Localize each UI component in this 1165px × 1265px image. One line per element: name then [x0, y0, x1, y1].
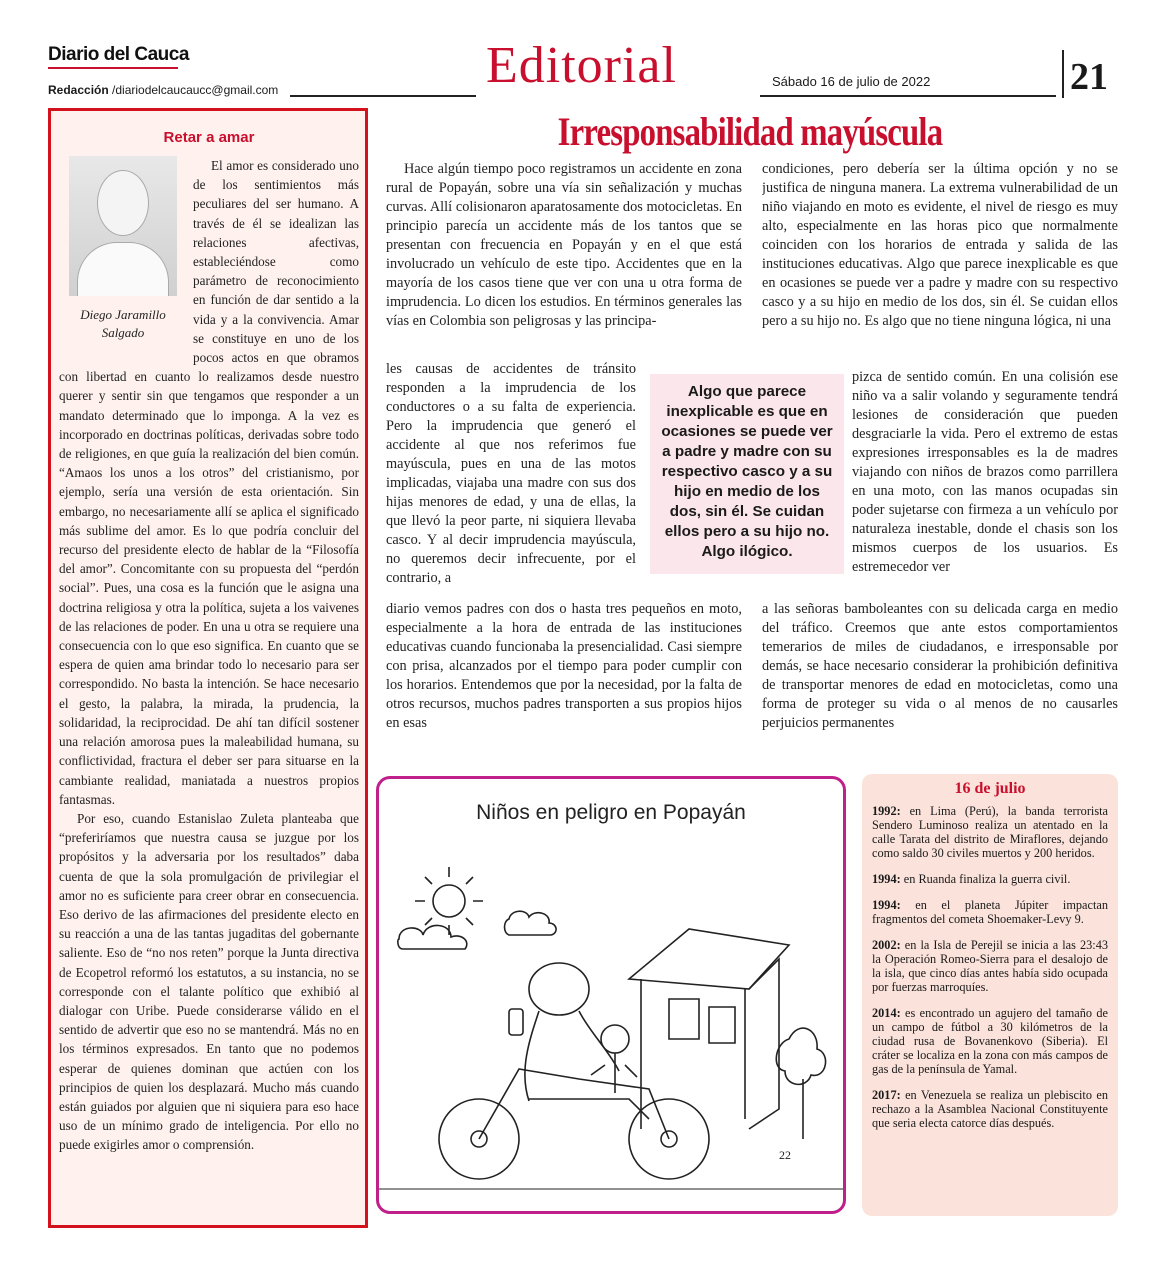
date-line: Sábado 16 de julio de 2022: [772, 74, 931, 89]
masthead: [48, 44, 189, 69]
cartoon-title: Niños en peligro en Popayán: [476, 801, 746, 824]
helmet-icon: [529, 963, 589, 1015]
redaccion-email: /diariodelcaucaucc@gmail.com: [108, 83, 279, 97]
editorial-text-block: les causas de accidentes de tránsito responden a la imprudencia de los conductores o a su falta de experiencia. Pero la imprudencia que generó el accidente al que nos referimos fue mayúscula, pues en una de las motos implicadas, viajaba una madre con sus dos hijas menores de edad, y una de ellas, la que llevó la peor parte, ni siquiera llevaba casco. Y al decir imprudencia mayúscula, no queremos decir infrecuente, por el contrario, a: [386, 361, 636, 586]
ephemeris-year: 1992:: [872, 804, 901, 818]
ephemeris-text: en la Isla de Perejil se inicia a las 23:43 la Operación Romeo-Sierra para el desalojo de la isla, que cinco días antes había sido ocupada por fuerzas marroquíes.: [872, 938, 1108, 994]
page-number: 21: [1070, 56, 1108, 98]
tree-icon: [776, 1028, 825, 1084]
ephemerides-title: 16 de julio: [954, 780, 1026, 797]
editorial-text-block: pizca de sentido común. En una colisión ese niño va a salir volando y seguramente tendrá lesiones de consideración que pueden desgraciarle la vida. Pero el extremo de estas expresiones irresponsables es la de madres viajando con niños de brazos como parrillera en una moto, con las manos ocupadas sin poder sujetarse con firmeza a un vehículo por naturaleza inestable, donde el chasis son los mismos cuerpos de los usuarios. Es estremecedor ver: [852, 369, 1118, 575]
editorial-text-block: condiciones, pero debería ser la última opción y no se justifica de ninguna manera. La extrema vulnerabilidad de un niño viajando en moto es evidente, el nivel de riesgo es muy alto, especialmente en las horas pico que normalmente coinciden con los horarios de entrada y salida de las instituciones educativas. Algo que parece inexplicable es que en ocasiones se puede ver a padre y madre con su respectivo casco y a su hijo en medio de los dos, sin él. Se cuidan ellos pero a su hijo no. Es algo que no tiene ninguna lógica, ni una: [762, 161, 1118, 329]
cartoon-box: [376, 776, 846, 1214]
column-paragraph: El amor es considerado uno de los sentimientos más peculiares del ser humano. A través de él se idealizan las relaciones afectivas, estableciéndose como parámetro de reconocimiento en función de dar sentido a la vida y a la convivencia. Amar se constituye en uno de los pocos actos en que obramos con libertad en cuanto lo realizamos desde nuestro querer y sentir sin que tengamos que responder a un mandato determinado que lo imponga. A la vez es incorporado en doctrinas políticas, derivadas sobre todo de religiones, en que guía la realización del bien común. “Amaos los unos a los otros” del cristianismo, por ejemplo, sería una versión de esta orientación. Sin embargo, no necesariamente allí se aplica el significado más sublime del amor. Es lo que podría concluir del recurso del presidente electo de hablar de la “Filosofía del amor”. Concomitante con su propuesta del “perdón social”. Pues, una cosa es la función que le asigna una doctrina religiosa y otra la política, sujeta a los vaivenes de las relaciones de poder. En una u otra se requiere una consecuencia con lo que eso significa. En cuanto que se espera de quien ama brindar todo lo necesario para ser correspondido. No basta la intención. Se hace necesario el gesto, la palabra, la mirada, la prudencia, la solidaridad, la reciprocidad. De ahí tan difícil sostener una relación amorosa pues la maleabilidad humana, su conflictividad, fractura el deber ser para situarse en la cambiante realidad, maniatada a nuestros propios fantasmas.: [59, 158, 359, 807]
ephemeris-text: en Venezuela se realiza un plebiscito en rechazo a la Asamblea Nacional Constituyente que seria electa catorce días después.: [872, 1088, 1108, 1130]
building-roof: [629, 929, 789, 989]
editorial-paragraph: Hace algún tiempo poco registramos un accidente en zona rural de Popayán, sobre una vía sin señalización y muchas curvas. Allí colisionaron aparatosamente dos motocicletas. En principio parecía un accidente más de los tantos que se presentan con frecuencia en Popayán y en el que está involucrado un vehículo de este tipo. Accidentes que en la mayoría de los casos tiene que ver con una u otra forma de imprudencia. Lo dicen los estudios. En términos generales las vías en Colombia son peligrosas y las principa-: [386, 161, 742, 329]
editorial-text-block: [386, 160, 742, 352]
skull-icon: [601, 1025, 629, 1053]
ephemeris-year: 2014:: [872, 1006, 901, 1020]
pull-quote: Algo que parece inexplicable es que en ocasiones se puede ver a padre y madre con su respectivo casco y a su hijo en medio de los dos, sin él. Se cuidan ellos pero a su hijo no. Algo ilógico.: [650, 374, 844, 574]
cartoon-illustration: [379, 839, 843, 1211]
cloud-icon: [398, 925, 467, 949]
section-title: Editorial: [486, 37, 677, 94]
opinion-column: [48, 108, 368, 1228]
ephemeris-year: 1994:: [872, 898, 901, 912]
ephemeris-item: [872, 872, 1108, 886]
ephemeris-year: 2002:: [872, 938, 901, 952]
ephemeris-text: en el planeta Júpiter impactan fragmentos del cometa Shoemaker-Levy 9.: [872, 898, 1108, 926]
cartoon-signature-year: 22: [779, 1148, 791, 1162]
ephemeris-item: [872, 1006, 1108, 1076]
column-title: Retar a amar: [163, 129, 255, 146]
header-rule-right: [760, 95, 1056, 97]
column-paragraph: Por eso, cuando Estanislao Zuleta planteaba que “preferiríamos que nuestra causa se juzgue por los propósitos y la adversaria por los resultados” daba cuenta de que la sola promulgación de privilegiar el amor no es suficiente para creer obrar en consecuencia. Eso derivo de las afirmaciones del presidente electo en su reacción a una de las tantas jugaditas del gobernante saliente. Eso de “no nos reten” porque la Junta directiva de Ecopetrol reformó los estatutos, a su instancia, no se corresponde con el talante político que exhibió al dialogar con Uribe. Puede considerarse válido en el sentido de advertir que eso no se mantendrá. Más no en los términos expresados. En tanto que no podemos esperar de quienes dominan que actúen con los principios de quien los desplazará. Mucho más cuando están guiados por alguien que ni siquiera para eso hace uso de un mínimo grado de inteligencia. Por ello no puede exigirles amor o comprensión.: [59, 810, 359, 1153]
column-body: [59, 156, 359, 1155]
sun-icon: [433, 885, 465, 917]
ephemeris-item: [872, 898, 1108, 926]
ephemeris-item: [872, 804, 1108, 860]
editorial-text-block: diario vemos padres con dos o hasta tres pequeños en moto, especialmente a la hora de entrada de las instituciones educativas cuando funcionaba la presencialidad. Casi siempre con prisa, alcanzados por el tiempo para poder cumplir con los horarios. Entendemos que por la necesidad, por la falta de otros recursos, muchos padres transporten a sus propios hijos en esas: [386, 601, 742, 731]
redaccion-label: Redacción: [48, 83, 109, 97]
redaccion-line: [48, 83, 278, 97]
ephemerides-box: [862, 774, 1118, 1216]
newspaper-logo: Diario del Cauca: [48, 44, 178, 69]
editorial-text-block: a las señoras bamboleantes con su delicada carga en medio del tráfico. Creemos que ante estos comportamientos temerarios de miles de ciudadanos, e irresponsable por demás, se hace necesario considerar la prohibición definitiva de transportar menores de edad en motocicletas, como una forma de proteger su vida o al menos de no causarles perjuicios permanentes: [762, 601, 1118, 731]
ephemeris-item: [872, 1088, 1108, 1130]
author-caption: Diego Jaramillo Salgado: [80, 307, 166, 340]
editorial-headline: Irresponsabilidad mayúscula: [557, 109, 943, 154]
ephemeris-text: es encontrado un agujero del tamaño de un campo de fútbol a 30 kilómetros de la ciudad rusa de Bovanenkovo (Siberia). El cráter se localiza en la zona con más campos de gas de la península de Yamal.: [872, 1006, 1108, 1076]
phone-icon: [509, 1009, 523, 1035]
ephemeris-text: en Lima (Perú), la banda terrorista Sendero Luminoso realiza un atentado en la calle Tarata del distrito de Miraflores, dejando como saldo 30 civiles muertos y 200 heridos.: [872, 804, 1108, 860]
header-divider: [1062, 50, 1064, 98]
ephemeris-text: en Ruanda finaliza la guerra civil.: [900, 872, 1071, 886]
author-block: [59, 156, 187, 364]
ephemeris-year: 2017:: [872, 1088, 901, 1102]
ephemeris-year: 1994:: [872, 872, 901, 886]
header-rule-left: [290, 95, 476, 97]
ephemeris-item: [872, 938, 1108, 994]
author-photo: [69, 156, 177, 296]
